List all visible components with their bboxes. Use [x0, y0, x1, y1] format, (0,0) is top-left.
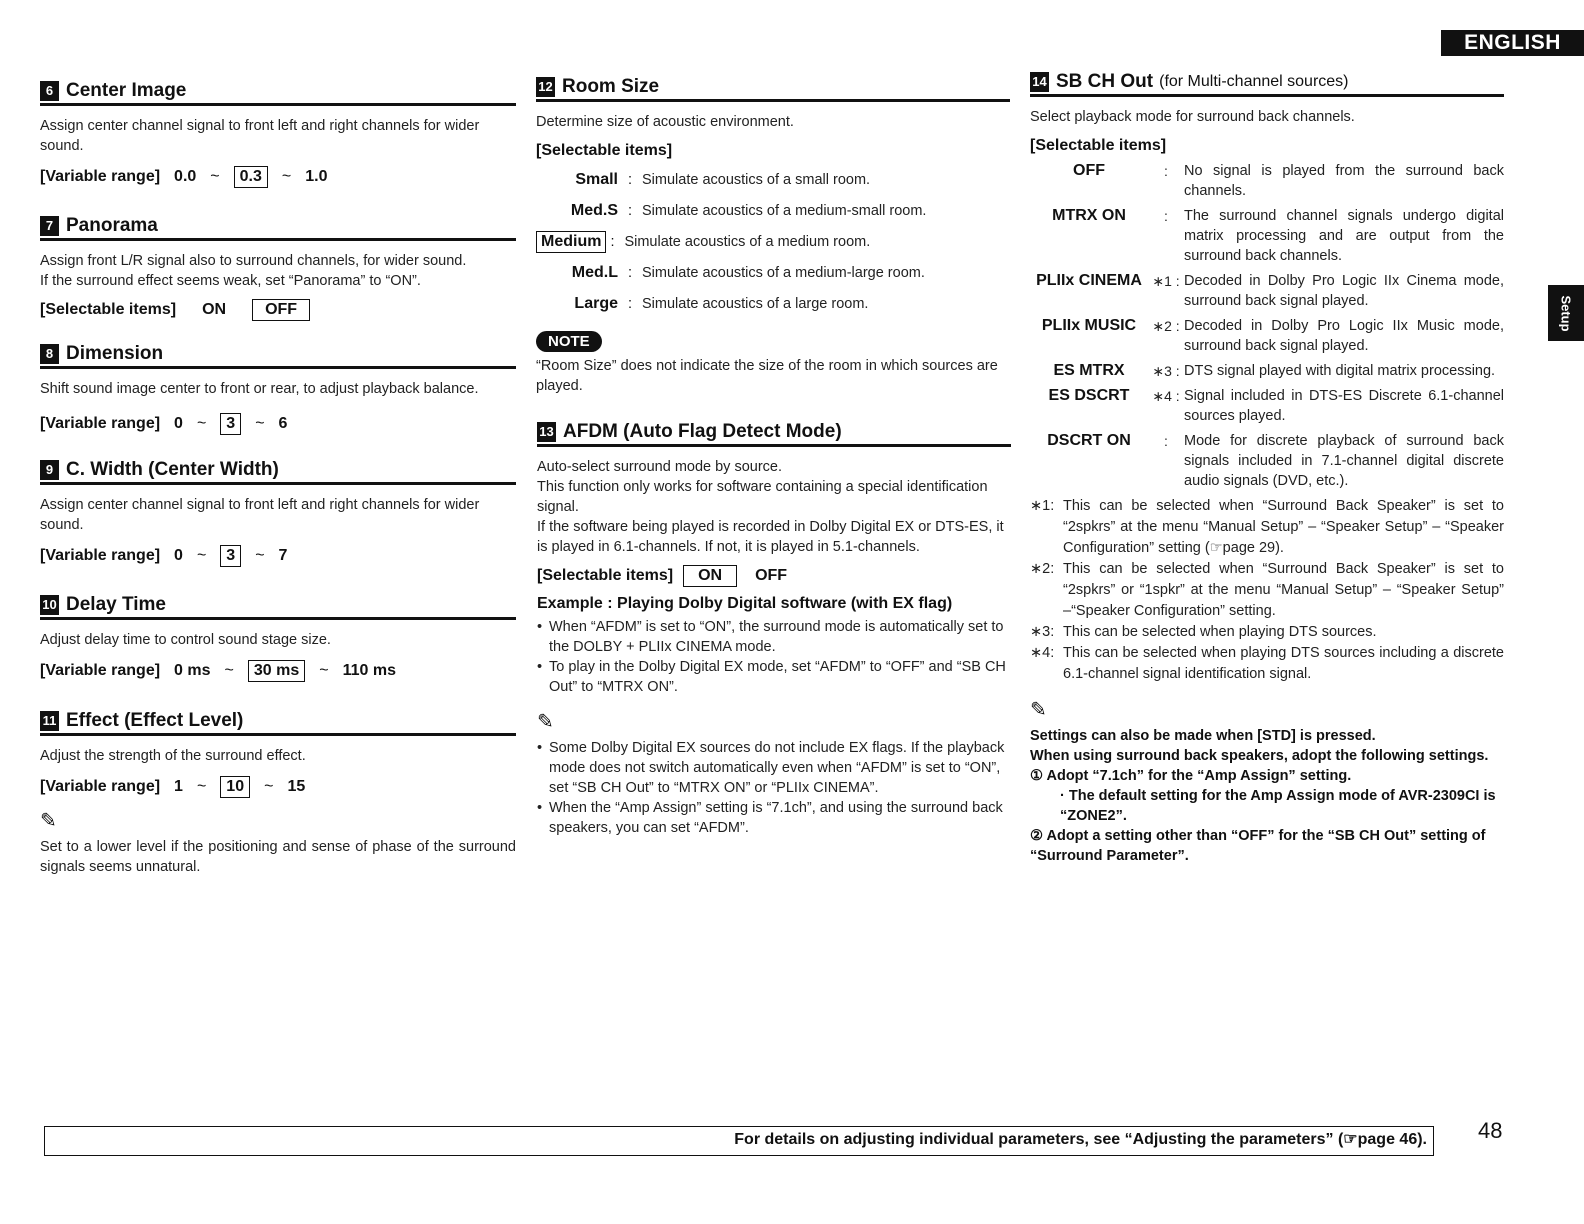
room-size-item [536, 164, 1010, 195]
range-min: 0.0 [174, 168, 197, 185]
page-number: 48 [1478, 1118, 1503, 1143]
example-bullet: • To play in the Dolby Digital EX mode, set “AFDM” to “OFF” and “SB CH Out” to “MTRX ON”. [537, 657, 1011, 697]
footnote-text: This can be selected when playing DTS sources. [1063, 624, 1377, 640]
range-default: 3 [220, 545, 241, 567]
section-number: 8 [40, 344, 59, 364]
item-desc: Decoded in Dolby Pro Logic IIx Music mode, surround back signal played. [1184, 318, 1504, 354]
room-size-item [536, 288, 1010, 319]
note-block [536, 331, 1010, 396]
variable-range [40, 545, 516, 567]
title-text: Dimension [66, 343, 164, 364]
section-number: 14 [1030, 72, 1049, 92]
item-desc: No signal is played from the surround back channels. [1184, 163, 1504, 199]
item-desc: DTS signal played with digital matrix processing. [1184, 363, 1496, 379]
footnote [1030, 622, 1504, 643]
range-max: 110 ms [342, 662, 396, 679]
section-number: 7 [40, 216, 59, 236]
option-on-default: ON [683, 565, 737, 587]
pencil-icon: ✎ [537, 711, 554, 733]
item-colon: : [627, 171, 633, 188]
title-text: Panorama [66, 215, 158, 236]
example-bullet-text: To play in the Dolby Digital EX mode, set “AFDM” to “OFF” and “SB CH Out” to “MTRX ON”. [549, 659, 1006, 695]
item-key: ES DSCRT [1048, 387, 1130, 404]
description: Select playback mode for surround back channels. [1030, 109, 1355, 125]
range-max: 6 [278, 415, 288, 432]
range-min: 0 ms [174, 662, 211, 679]
section-number: 6 [40, 81, 59, 101]
range-min: 0 [174, 415, 183, 432]
tip-bullet-text: When the “Amp Assign” setting is “7.1ch”, and using the surround back speakers, you can set “AFDM”. [549, 800, 1003, 836]
example-bullet-text: When “AFDM” is set to “ON”, the surround mode is automatically set to the DOLBY + PLIIx CINEMA mode. [549, 619, 1004, 655]
description: Assign center channel signal to front left and right channels for wider sound. [40, 497, 480, 533]
sb-ch-out-list [1030, 161, 1504, 491]
tilde: ~ [255, 415, 265, 432]
description: If the software being played is recorded in Dolby Digital EX or DTS-ES, it is played in 6.1-channels. If not, it is played in 5.1-channels. [537, 519, 1004, 555]
settings-step: ② Adopt a setting other than “OFF” for the “SB CH Out” setting of “Surround Parameter”. [1030, 828, 1486, 864]
range-default: 0.3 [234, 166, 268, 188]
selectable-label: [Selectable items] [40, 301, 177, 318]
item-desc: Simulate acoustics of a medium room. [624, 233, 871, 250]
range-default: 3 [220, 413, 241, 435]
item-desc: Simulate acoustics of a small room. [642, 171, 871, 188]
variable-range [40, 413, 516, 435]
tilde: ~ [255, 547, 265, 564]
selectable-label: [Selectable items] [536, 142, 673, 159]
item-desc: Signal included in DTS-ES Discrete 6.1-channel sources played. [1184, 388, 1504, 424]
description: Assign front L/R signal also to surround channels, for wider sound. [40, 253, 467, 269]
sb-ch-out-item [1030, 361, 1504, 381]
footnote-text: This can be selected when “Surround Back Speaker” is set to “2spkrs” or “1spkr” at the menu “Manual Setup” – “Speaker Setup” –“Speaker Configuration” setting. [1063, 561, 1504, 619]
range-default: 10 [220, 776, 250, 798]
footer-details: For details on adjusting individual parameters, see “Adjusting the parameters” (☞page 46). [734, 1131, 1427, 1148]
description: Auto-select surround mode by source. [537, 459, 783, 475]
range-max: 1.0 [305, 168, 328, 185]
item-colon: : [610, 233, 615, 250]
section-title [536, 76, 1010, 102]
sb-ch-out-item [1030, 271, 1504, 311]
tilde: ~ [281, 168, 292, 185]
footnote [1030, 559, 1504, 622]
room-size-item [536, 257, 1010, 288]
section-title [40, 215, 516, 241]
description: Adjust delay time to control sound stage size. [40, 632, 331, 648]
side-tab-setup [1548, 285, 1584, 341]
item-key: ES MTRX [1053, 362, 1125, 379]
section-number: 9 [40, 460, 59, 480]
range-label: [Variable range] [40, 547, 161, 564]
tip-bullet: • When the “Amp Assign” setting is “7.1ch”, and using the surround back speakers, you can set “AFDM”. [537, 798, 1011, 838]
description: If the surround effect seems weak, set “Panorama” to “ON”. [40, 273, 421, 289]
section-title [40, 459, 516, 485]
footnotes [1030, 496, 1504, 685]
item-key: Med.S [570, 201, 618, 219]
sb-ch-out-item [1030, 386, 1504, 426]
tip-bullet: • Some Dolby Digital EX sources do not include EX flags. If the playback mode does not switch automatically even when “AFDM” is set to “ON”, set “SB CH Out” to “MTRX ON” or “PLIIx CINEMA”. [537, 738, 1011, 798]
item-desc: Simulate acoustics of a medium-small room. [642, 202, 927, 219]
tilde: ~ [224, 662, 234, 679]
item-mark: : [1164, 208, 1168, 224]
tilde: ~ [210, 168, 220, 185]
item-key: DSCRT ON [1047, 432, 1131, 449]
range-default: 30 ms [248, 660, 305, 682]
tip-bullet-text: Some Dolby Digital EX sources do not include EX flags. If the playback mode does not switch automatically even when “AFDM” is set to “ON”, set “SB CH Out” to “MTRX ON” or “PLIIx CINEMA”. [549, 740, 1005, 796]
title-text: Center Image [66, 80, 187, 101]
section-dimension [40, 343, 516, 435]
selectable-label: [Selectable items] [1030, 137, 1167, 154]
section-number: 10 [40, 595, 59, 615]
option-off: OFF [755, 567, 788, 584]
option-on: ON [202, 301, 227, 318]
footnote-key: ∗1: [1030, 498, 1055, 514]
item-mark: ∗2 : [1152, 318, 1180, 334]
sb-ch-out-item [1030, 316, 1504, 356]
item-desc: Simulate acoustics of a medium-large room. [642, 264, 925, 281]
selectable-label: [Selectable items] [537, 567, 674, 584]
variable-range [40, 776, 516, 798]
tilde: ~ [196, 547, 207, 564]
section-title [40, 343, 516, 369]
section-title [1030, 71, 1504, 97]
description: Adjust the strength of the surround effect. [40, 748, 306, 764]
tilde: ~ [196, 415, 207, 432]
item-key: Small [575, 170, 618, 188]
footnote [1030, 643, 1504, 685]
item-key: Med.L [571, 263, 618, 281]
side-tab-label: Setup [1558, 294, 1574, 332]
item-mark: ∗3 : [1152, 363, 1180, 379]
section-panorama [40, 215, 516, 321]
settings-note: Settings can also be made when [STD] is pressed. [1030, 728, 1376, 744]
sb-ch-out-item [1030, 431, 1504, 491]
item-key: MTRX ON [1052, 207, 1126, 224]
range-label: [Variable range] [40, 778, 161, 795]
footnote-key: ∗4: [1030, 645, 1055, 661]
section-effect [40, 710, 516, 877]
example-bullet: • When “AFDM” is set to “ON”, the surround mode is automatically set to the DOLBY + PLIIx CINEMA mode. [537, 617, 1011, 657]
title-text: Effect (Effect Level) [66, 710, 244, 731]
description: Determine size of acoustic environment. [536, 114, 794, 130]
description: Shift sound image center to front or rear, to adjust playback balance. [40, 381, 479, 397]
item-key: PLIIx CINEMA [1036, 272, 1142, 289]
section-title [40, 710, 516, 736]
title-text: AFDM (Auto Flag Detect Mode) [563, 421, 842, 442]
section-c-width [40, 459, 516, 567]
section-number: 11 [40, 711, 59, 731]
description: This function only works for software containing a special identification signal. [537, 479, 988, 515]
range-label: [Variable range] [40, 168, 161, 185]
item-key: Large [574, 294, 618, 312]
section-title [40, 594, 516, 620]
room-size-item [536, 195, 1010, 226]
settings-substep: · The default setting for the Amp Assign mode of AVR-2309CI is “ZONE2”. [1060, 788, 1496, 824]
section-title [40, 80, 516, 106]
description: Assign center channel signal to front left and right channels for wider sound. [40, 118, 480, 154]
section-center-image [40, 80, 516, 188]
pencil-icon: ✎ [40, 810, 57, 832]
tilde: ~ [196, 778, 207, 795]
selectable-items [537, 565, 1011, 587]
item-key: PLIIx MUSIC [1041, 317, 1137, 334]
example-title: Example : Playing Dolby Digital software (with EX flag) [537, 595, 953, 612]
section-number: 12 [536, 77, 555, 97]
language-tab: ENGLISH [1441, 30, 1584, 56]
selectable-items [40, 299, 516, 321]
item-desc: Mode for discrete playback of surround back signals included in 7.1-channel digital discrete audio signals (DVD, etc.). [1184, 433, 1504, 489]
subtitle-text: (for Multi-channel sources) [1159, 73, 1349, 90]
section-number: 13 [537, 422, 556, 442]
sb-ch-out-item [1030, 206, 1504, 266]
item-mark: ∗4 : [1152, 388, 1180, 404]
footnote-key: ∗3: [1030, 624, 1055, 640]
title-text: Delay Time [66, 594, 166, 615]
variable-range [40, 660, 516, 682]
range-min: 0 [174, 547, 183, 564]
section-title [537, 421, 1011, 447]
footnote-text: This can be selected when playing DTS sources including a discrete 6.1-channel signal identification signal. [1063, 645, 1504, 682]
settings-step: ① Adopt “7.1ch” for the “Amp Assign” setting. [1030, 768, 1352, 784]
section-room-size [536, 76, 1010, 396]
footnote-key: ∗2: [1030, 561, 1055, 577]
note-badge: NOTE [536, 331, 602, 352]
item-desc: Simulate acoustics of a large room. [642, 295, 869, 312]
range-min: 1 [174, 778, 183, 795]
item-key: Medium [536, 231, 606, 253]
room-size-list [536, 164, 1010, 319]
item-colon: : [627, 264, 633, 281]
note-text: “Room Size” does not indicate the size of the room in which sources are played. [536, 358, 998, 394]
section-sb-ch-out [1030, 71, 1504, 866]
settings-note: When using surround back speakers, adopt the following settings. [1030, 748, 1489, 764]
sb-ch-out-item [1030, 161, 1504, 201]
footer-bar [44, 1126, 1434, 1156]
title-text: C. Width (Center Width) [66, 459, 279, 480]
tip-text: Set to a lower level if the positioning and sense of phase of the surround signals seems unnatural. [40, 839, 516, 875]
title-text: SB CH Out [1056, 71, 1154, 92]
section-afdm [537, 421, 1011, 838]
pencil-icon: ✎ [1030, 699, 1047, 721]
item-mark: : [1164, 163, 1168, 179]
range-label: [Variable range] [40, 662, 161, 679]
title-text: Room Size [562, 76, 660, 97]
tilde: ~ [319, 662, 329, 679]
range-label: [Variable range] [40, 415, 161, 432]
item-colon: : [627, 202, 633, 219]
variable-range [40, 166, 516, 188]
range-max: 15 [287, 778, 306, 795]
item-mark: : [1164, 433, 1168, 449]
item-key: OFF [1073, 162, 1105, 179]
item-desc: Decoded in Dolby Pro Logic IIx Cinema mode, surround back signal played. [1184, 273, 1504, 309]
option-off-default: OFF [252, 299, 310, 321]
footnote [1030, 496, 1504, 559]
room-size-item [536, 226, 1010, 257]
item-desc: The surround channel signals undergo digital matrix processing and are output from the surround back channels. [1184, 208, 1504, 264]
item-mark: ∗1 : [1152, 273, 1180, 289]
tilde: ~ [264, 778, 274, 795]
footnote-text: This can be selected when “Surround Back Speaker” is set to “2spkrs” at the menu “Manual Setup” – “Speaker Setup” – “Speaker Configuration” setting (☞page 29). [1063, 498, 1504, 556]
range-max: 7 [278, 547, 288, 564]
section-delay-time [40, 594, 516, 682]
item-colon: : [627, 295, 633, 312]
